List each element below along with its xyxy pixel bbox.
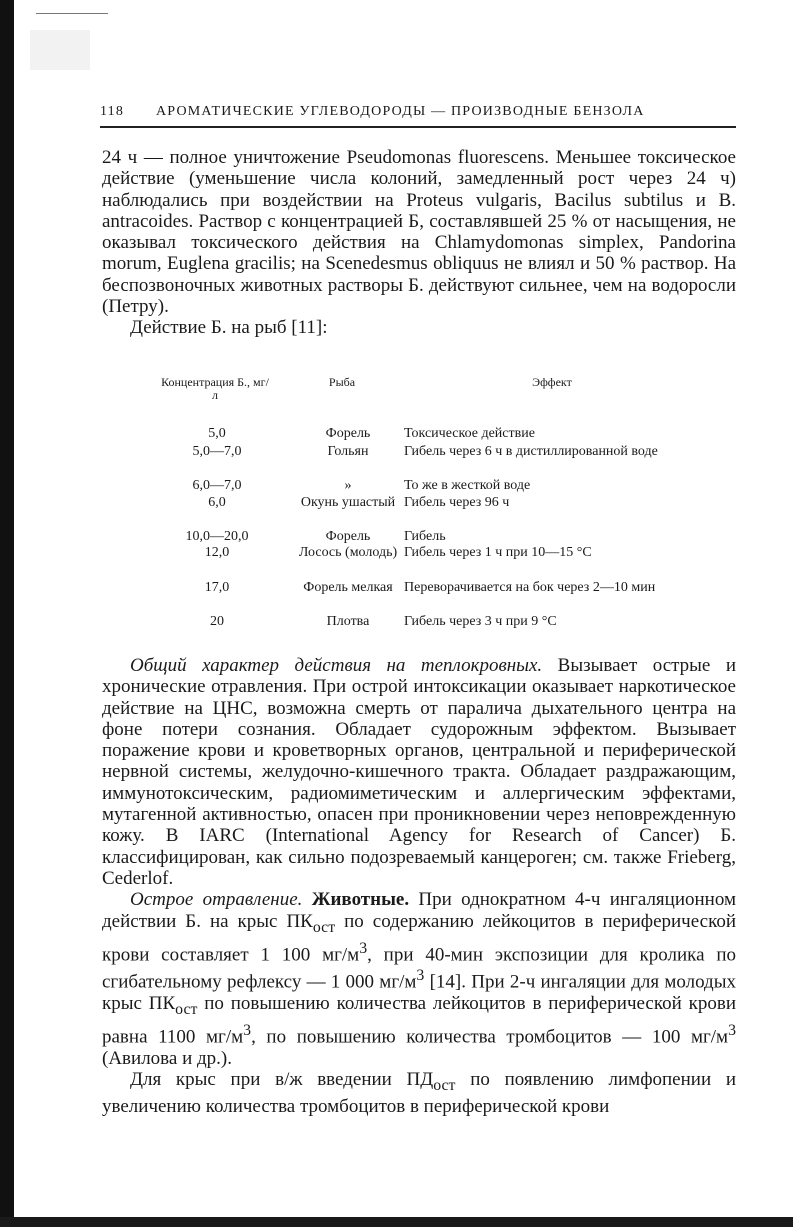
main-text xyxy=(102,655,736,1117)
running-title: АРОМАТИЧЕСКИЕ УГЛЕВОДОРОДЫ — ПРОИЗВОДНЫЕ БЕНЗОЛА xyxy=(156,104,645,119)
table-cell: Форель xyxy=(325,529,371,544)
section-heading: Острое отравление. xyxy=(130,889,303,911)
subscript: ост xyxy=(175,1000,198,1018)
scan-artifact xyxy=(30,30,90,70)
scan-page-edge xyxy=(0,0,14,1227)
intro-text xyxy=(102,147,736,339)
paragraph: 24 ч — полное уничтожение Pseudomonas fluorescens. Меньшее токсическое действие (уменьшение числа колоний, замедленный рост через 24 ч) наблюдались при воздействии на Proteus vulgaris, Bacilus subtilus и B. antracoides. Раствор с концентрацией Б, составлявшей 25 % от насыщения, не оказывал токсического действия на Chlamydomonas simplex, Pandorina morum, Euglena gracilis; на Scenedesmus obliquus не влиял и 50 % раствор. На беспозвоночных животных растворы Б. действуют сильнее, чем на водоросли (Петру). xyxy=(102,147,736,318)
table-cell: Форель xyxy=(325,426,371,441)
table-cell: Форель мелкая xyxy=(303,580,393,595)
table-cell: Переворачивается на бок через 2—10 мин xyxy=(404,580,656,595)
table-cell: » xyxy=(344,478,352,493)
table-cell: 20 xyxy=(210,614,224,629)
table-cell: 5,0 xyxy=(208,426,226,441)
table-cell: Гибель через 96 ч xyxy=(404,495,510,510)
table-cell: Плотва xyxy=(326,614,370,629)
page-number: 118 xyxy=(100,104,125,119)
column-header-concentration: Концентрация Б., мг/л xyxy=(161,375,269,402)
paragraph-text: При однократном 4-ч ингаляционном действии Б. на крыс ПК xyxy=(102,889,737,932)
last-paragraph xyxy=(102,1069,736,1117)
table-cell: Лосось (молодь) xyxy=(298,545,398,560)
fish-intro: Действие Б. на рыб [11]: xyxy=(130,317,328,339)
paragraph-text: по содержанию лейкоцитов в периферической крови составляет 1 100 мг/м xyxy=(102,910,736,965)
paragraph-text: [14]. При 2-ч ингаляции для молодых крыс ПК xyxy=(102,971,736,1014)
scan-top-rule xyxy=(36,13,108,14)
header-rule xyxy=(100,126,736,128)
column-header-effect: Эффект xyxy=(532,375,572,389)
acute-paragraph xyxy=(102,889,736,1069)
superscript: 3 xyxy=(416,967,425,985)
table-cell: 6,0—7,0 xyxy=(192,478,242,493)
table-cell: Токсическое действие xyxy=(404,426,535,441)
superscript: 3 xyxy=(728,1022,737,1039)
paragraph-text: (Авилова и др.). xyxy=(102,1047,232,1069)
superscript: 3 xyxy=(243,1022,252,1039)
table-cell: Гибель через 1 ч при 10—15 °C xyxy=(404,545,592,560)
paragraph-text: Для крыс при в/ж введении ПД xyxy=(130,1068,434,1090)
table-cell: 17,0 xyxy=(204,580,230,595)
table-cell: 10,0—20,0 xyxy=(185,529,249,544)
table-cell: 12,0 xyxy=(204,545,230,560)
table-cell: 6,0 xyxy=(208,495,226,510)
paragraph-text: , по повышению количества тромбоцитов — 100 мг/м xyxy=(251,1026,729,1048)
column-header-fish: Рыба xyxy=(328,375,356,389)
general-paragraph xyxy=(102,655,736,889)
paragraph-text: Вызывает острые и хронические отравления. При острой интоксикации оказывает наркотическое действие на ЦНС, возможна смерть от паралича дыхательного центра на фоне потери сознания. Обладает судорожным эффектом. Вызывает поражение крови и кроветворных органов, центральной и периферической нервной системы, желудочно-кишечного тракта. Обладает раздражающим, иммунотоксическим, радиомиметическим и аллергическим эффектами, мутагенной активностью, опасен при проникновении через неповрежденную кожу. В IARC (International Agency for Research of Cancer) Б. классифицирован, как сильно подозреваемый канцероген; см. также Frieberg, Cederlof. xyxy=(102,655,736,889)
subscript: ост xyxy=(312,918,336,936)
table-cell: Гибель через 3 ч при 9 °C xyxy=(404,614,557,629)
paragraph-text: по появлению лимфопении и увеличению количества тромбоцитов в периферической крови xyxy=(102,1068,736,1118)
table-cell: Гибель xyxy=(404,529,446,544)
subscript: ост xyxy=(433,1076,456,1094)
table-cell: Окунь ушастый xyxy=(300,495,396,510)
table-cell: Гибель через 6 ч в дистиллированной воде xyxy=(404,444,658,459)
table-cell: То же в жесткой воде xyxy=(404,478,531,493)
table-cell: 5,0—7,0 xyxy=(192,444,242,459)
superscript: 3 xyxy=(359,939,368,957)
table-cell: Гольян xyxy=(327,444,369,459)
paragraph-text: , при 40-мин экспозиции для кролика по сгибательному рефлексу — 1 000 мг/м xyxy=(102,943,736,993)
section-heading: Общий характер действия на теплокровных. xyxy=(130,655,543,676)
paragraph-text: по повышению количества лейкоцитов в периферической крови равна 1100 мг/м xyxy=(102,992,736,1048)
subsection-label: Животные. xyxy=(302,889,410,911)
scan-page-edge-bottom xyxy=(0,1217,793,1227)
